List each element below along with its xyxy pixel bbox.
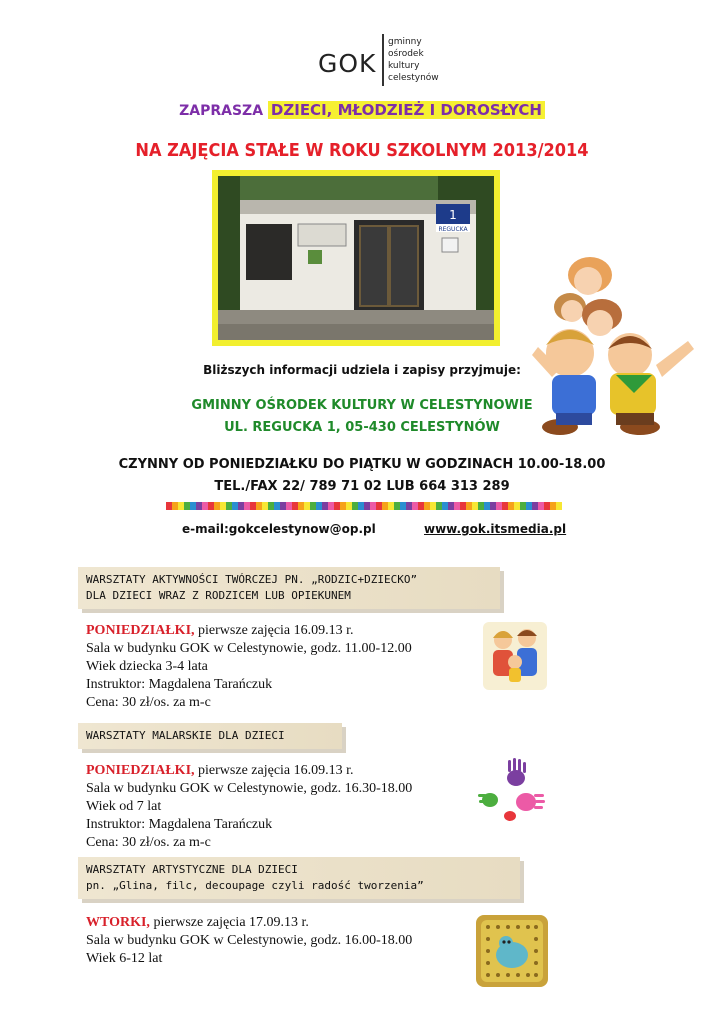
schedule-line [86,622,412,640]
price: Cena: 30 zł/os. za m-c [86,835,211,850]
section-details-art [86,914,412,968]
section-subtitle: pn. „Glina, filc, decoupage czyli radość tworzenia” [86,879,424,892]
building-photo [212,170,500,346]
invite-highlight: DZIECI, MŁODZIEŻ I DOROSŁYCH [268,101,545,119]
schedule-line [86,762,412,780]
logo-line: ośrodek [388,49,424,59]
page-headline: NA ZAJĘCIA STAŁE W ROKU SZKOLNYM 2013/2014 [135,140,589,161]
mosaic-artwork [476,915,548,987]
age: Wiek od 7 lat [86,799,162,814]
handprints-clipart [476,758,548,826]
weekday: PONIEDZIAŁKI, [86,763,195,778]
family-clipart [483,622,547,690]
place: Sala w budynku GOK w Celestynowie, godz. 16.30-18.00 [86,781,413,796]
color-stripe-divider [166,502,562,510]
price: Cena: 30 zł/os. za m-c [86,695,211,710]
weekday: WTORKI, [86,915,150,930]
sign-street: REGUCKA [438,226,468,233]
section-banner-art [78,857,520,899]
invite-line [0,101,724,119]
place: Sala w budynku GOK w Celestynowie, godz. 11.00-12.00 [86,641,412,656]
instructor: Instruktor: Magdalena Tarańczuk [86,817,273,832]
opening-hours: CZYNNY OD PONIEDZIAŁKU DO PIĄTKU W GODZINACH 10.00-18.00 [118,457,606,472]
section-title: WARSZTATY ARTYSTYCZNE DLA DZIECI [86,863,298,876]
section-details-parent-child [86,622,412,712]
section-title: WARSZTATY AKTYWNOŚCI TWÓRCZEJ PN. „RODZIC+DZIECKO” [86,573,418,586]
start-date: pierwsze zajęcia 16.09.13 r. [194,763,354,778]
children-clipart [530,245,700,445]
place: Sala w budynku GOK w Celestynowie, godz. 16.00-18.00 [86,933,413,948]
section-banner-painting [78,723,342,749]
organization-address: UL. REGUCKA 1, 05-430 CELESTYNÓW [224,420,500,435]
section-title: WARSZTATY MALARSKIE DLA DZIECI [86,729,285,742]
weekday: PONIEDZIAŁKI, [86,623,195,638]
instructor: Instruktor: Magdalena Tarańczuk [86,677,273,692]
age: Wiek 6-12 lat [86,951,163,966]
phone-numbers: TEL./FAX 22/ 789 71 02 LUB 664 313 289 [214,479,510,494]
email-address[interactable]: e-mail:gokcelestynow@op.pl [182,522,376,536]
schedule-line [86,914,412,932]
start-date: pierwsze zajęcia 17.09.13 r. [149,915,309,930]
gok-logo [318,32,458,88]
logo-mark: GOK [318,49,377,78]
info-lead: Bliższych informacji udziela i zapisy przyjmuje: [203,363,521,377]
section-details-painting [86,762,412,852]
logo-line: gminny [388,37,422,47]
organization-name: GMINNY OŚRODEK KULTURY W CELESTYNOWIE [191,398,533,413]
sign-number: 1 [449,208,457,222]
age: Wiek dziecka 3-4 lata [86,659,208,674]
section-banner-parent-child [78,567,500,609]
logo-line: celestynów [388,73,439,83]
website-link[interactable]: www.gok.itsmedia.pl [424,522,567,536]
invite-prefix: ZAPRASZA [179,103,268,119]
section-subtitle: DLA DZIECI WRAZ Z RODZICEM LUB OPIEKUNEM [86,589,351,602]
logo-text [388,36,439,84]
logo-divider [382,34,384,86]
start-date: pierwsze zajęcia 16.09.13 r. [194,623,354,638]
children-illustration [530,245,700,445]
building-illustration [218,176,494,340]
logo-line: kultury [388,61,420,71]
